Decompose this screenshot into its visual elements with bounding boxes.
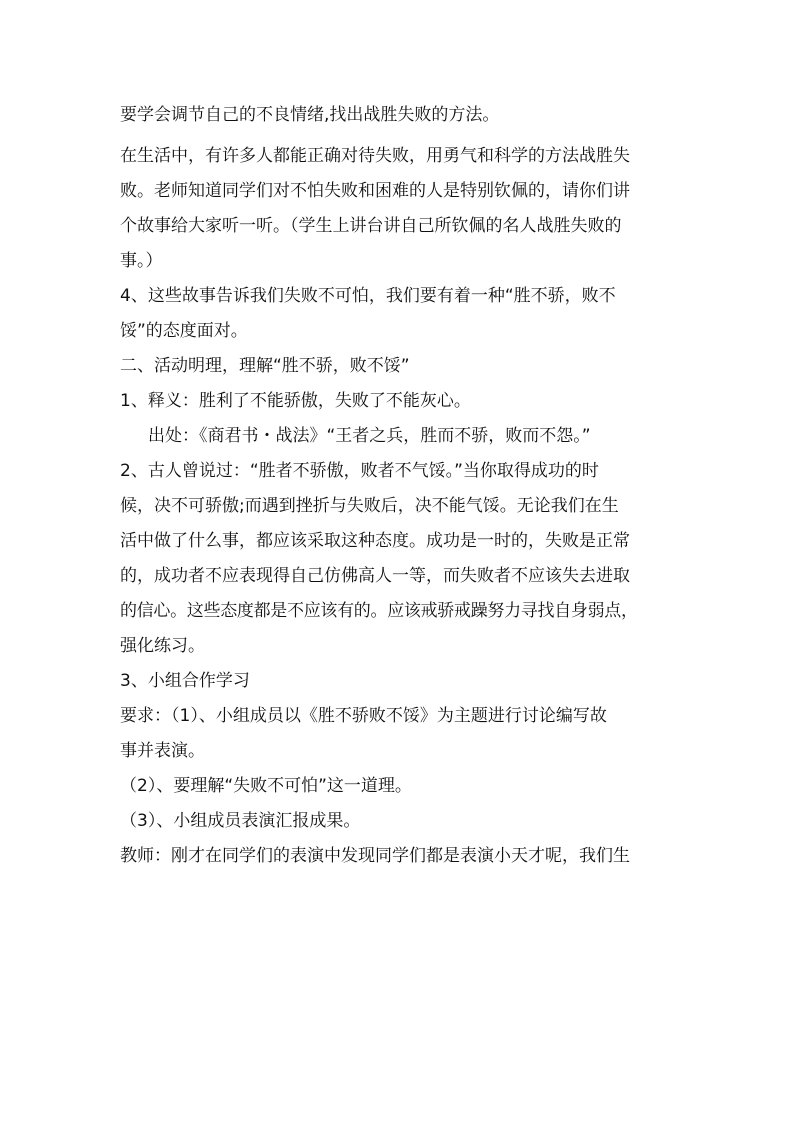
text-line: 1、释义：胜利了不能骄傲，失败了不能灰心。 [120,391,471,411]
document-body [120,98,688,874]
text-line: 的信心。这些态度都是不应该有的。应该戒骄戒躁努力寻找自身弱点， [120,601,638,621]
text-line: 事。） [120,251,163,271]
text-line: 的，成功者不应表现得自己仿佛高人一等，而失败者不应该失去进取 [120,566,630,586]
text-line: 强化练习。 [120,636,205,656]
text-line: 活中做了什么事，都应该采取这种态度。成功是一时的，失败是正常 [120,531,630,551]
text-line: （2）、要理解“失败不可怕”这一道理。 [120,776,412,796]
text-line: 4、这些故事告诉我们失败不可怕，我们要有着一种“胜不骄，败不 [120,286,616,306]
text-line: 候，决不可骄傲;而遇到挫折与失败后，决不能气馁。无论我们在生 [120,496,619,516]
text-line: 事并表演。 [120,741,205,761]
text-line: 3、小组合作学习 [120,671,250,691]
text-line: 败。老师知道同学们对不怕失败和困难的人是特别钦佩的，请你们讲 [120,181,630,201]
text-line: 要学会调节自己的不良情绪,找出战胜失败的方法。 [120,105,500,125]
text-line: 2、古人曾说过：“胜者不骄傲，败者不气馁。”当你取得成功的时 [120,461,599,481]
text-line: 个故事给大家听一听。（学生上讲台讲自己所钦佩的名人战胜失败的 [120,216,622,236]
text-line: 馁”的态度面对。 [120,321,248,341]
text-line: 要求：（1）、小组成员以《胜不骄败不馁》为主题进行讨论编写故 [120,706,607,726]
text-line: 教师：刚才在同学们的表演中发现同学们都是表演小天才呢，我们生 [120,846,630,866]
section-heading: 二、活动明理，理解“胜不骄，败不馁” [120,356,410,376]
text-line: （3）、小组成员表演汇报成果。 [120,811,361,831]
text-line: 出处：《商君书・战法》“王者之兵，胜而不骄，败而不怨。” [148,426,591,446]
text-line: 在生活中，有许多人都能正确对待失败，用勇气和科学的方法战胜失 [120,146,630,166]
